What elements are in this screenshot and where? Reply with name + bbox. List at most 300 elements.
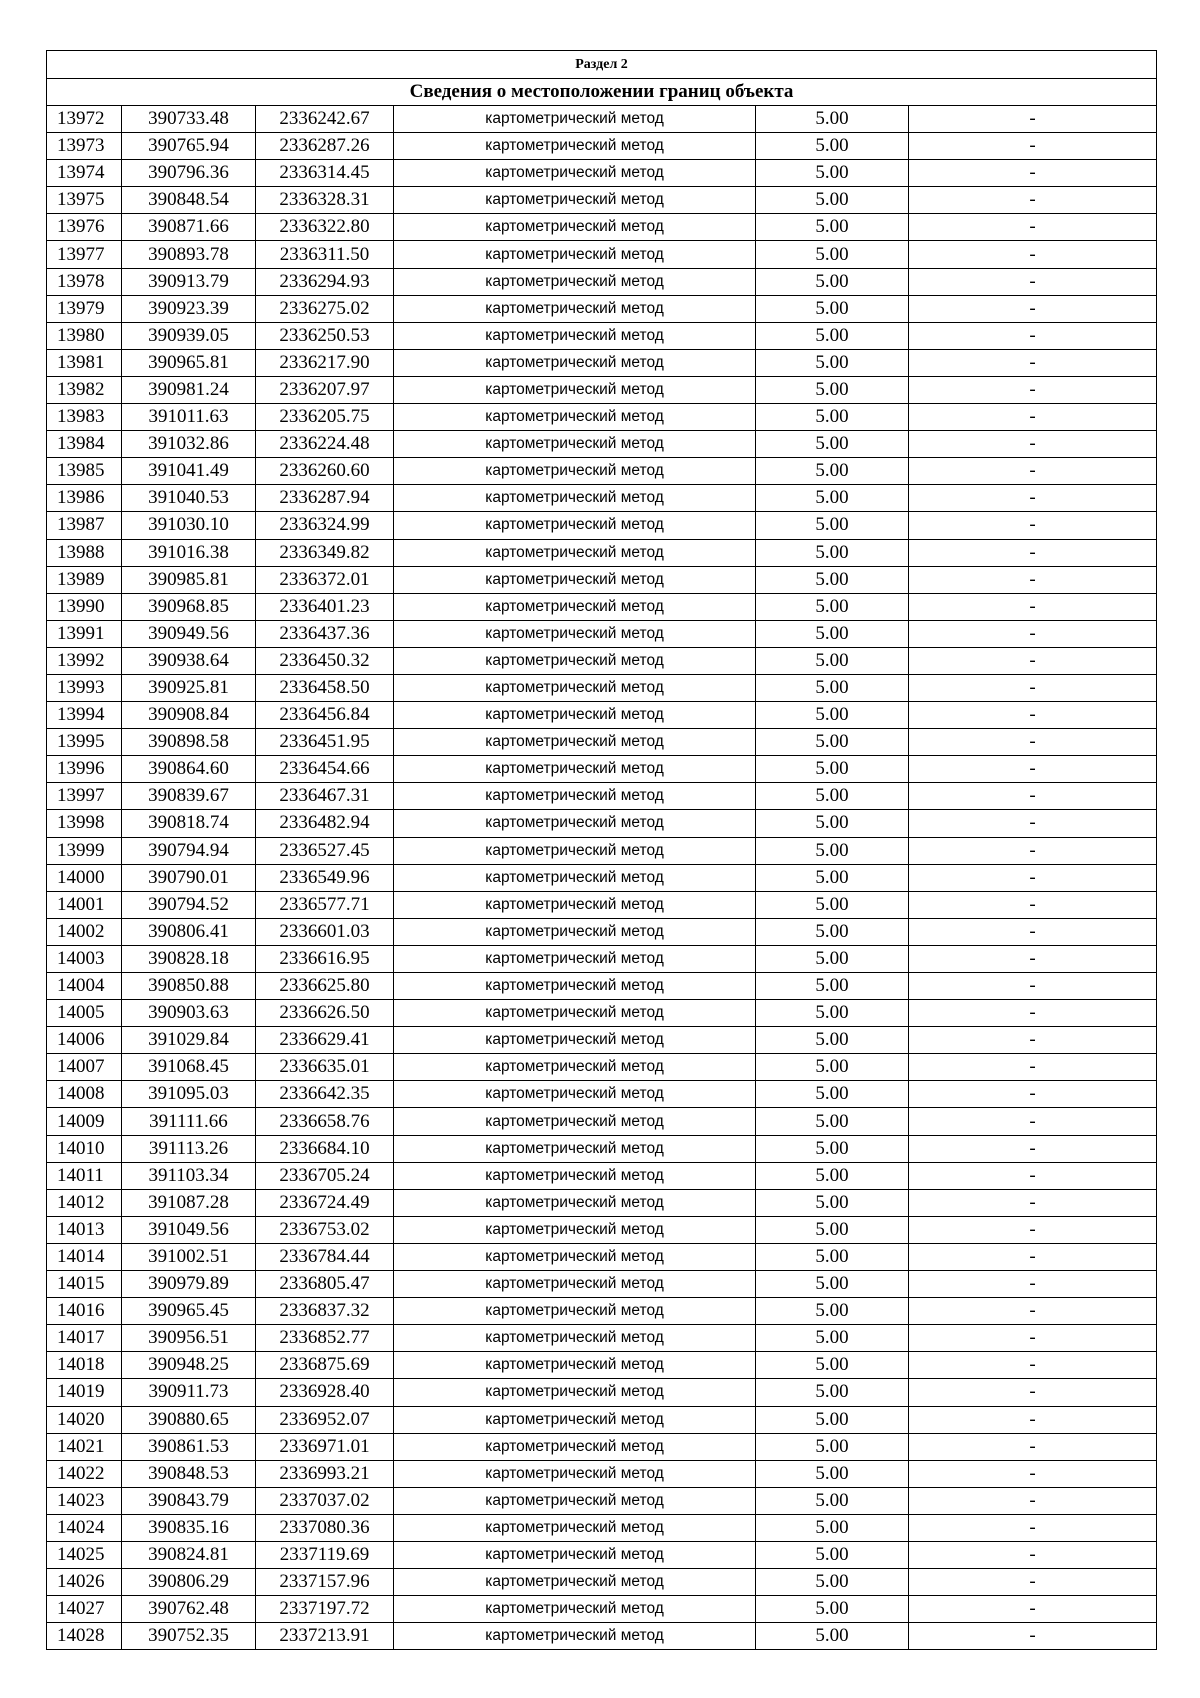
point-number-cell: 13992 <box>47 647 122 674</box>
method-cell: картометрический метод <box>394 1135 756 1162</box>
method-cell: картометрический метод <box>394 973 756 1000</box>
accuracy-cell: 5.00 <box>756 1460 909 1487</box>
point-number-cell: 13972 <box>47 106 122 133</box>
method-cell: картометрический метод <box>394 376 756 403</box>
accuracy-cell: 5.00 <box>756 1081 909 1108</box>
y-coordinate-cell: 2336928.40 <box>256 1379 394 1406</box>
note-cell: - <box>909 783 1157 810</box>
method-cell: картометрический метод <box>394 1298 756 1325</box>
y-coordinate-cell: 2336784.44 <box>256 1243 394 1270</box>
accuracy-cell: 5.00 <box>756 1216 909 1243</box>
y-coordinate-cell: 2336629.41 <box>256 1027 394 1054</box>
point-number-cell: 14012 <box>47 1189 122 1216</box>
note-cell: - <box>909 1596 1157 1623</box>
note-cell: - <box>909 1162 1157 1189</box>
table-row <box>47 566 1157 593</box>
y-coordinate-cell: 2336250.53 <box>256 322 394 349</box>
y-coordinate-cell: 2336437.36 <box>256 620 394 647</box>
accuracy-cell: 5.00 <box>756 241 909 268</box>
y-coordinate-cell: 2336451.95 <box>256 729 394 756</box>
y-coordinate-cell: 2336875.69 <box>256 1352 394 1379</box>
x-coordinate-cell: 390835.16 <box>122 1514 256 1541</box>
y-coordinate-cell: 2337037.02 <box>256 1487 394 1514</box>
point-number-cell: 14002 <box>47 918 122 945</box>
table-row <box>47 702 1157 729</box>
y-coordinate-cell: 2336349.82 <box>256 539 394 566</box>
point-number-cell: 13979 <box>47 295 122 322</box>
y-coordinate-cell: 2336993.21 <box>256 1460 394 1487</box>
point-number-cell: 14027 <box>47 1596 122 1623</box>
y-coordinate-cell: 2336224.48 <box>256 431 394 458</box>
note-cell: - <box>909 918 1157 945</box>
y-coordinate-cell: 2336635.01 <box>256 1054 394 1081</box>
method-cell: картометрический метод <box>394 1596 756 1623</box>
table-row <box>47 241 1157 268</box>
accuracy-cell: 5.00 <box>756 133 909 160</box>
x-coordinate-cell: 390796.36 <box>122 160 256 187</box>
accuracy-cell: 5.00 <box>756 214 909 241</box>
method-cell: картометрический метод <box>394 1027 756 1054</box>
method-cell: картометрический метод <box>394 106 756 133</box>
table-row <box>47 973 1157 1000</box>
method-cell: картометрический метод <box>394 512 756 539</box>
x-coordinate-cell: 390898.58 <box>122 729 256 756</box>
point-number-cell: 13994 <box>47 702 122 729</box>
point-number-cell: 14004 <box>47 973 122 1000</box>
table-row <box>47 864 1157 891</box>
method-cell: картометрический метод <box>394 891 756 918</box>
x-coordinate-cell: 391103.34 <box>122 1162 256 1189</box>
x-coordinate-cell: 390794.94 <box>122 837 256 864</box>
x-coordinate-cell: 390893.78 <box>122 241 256 268</box>
note-cell: - <box>909 1298 1157 1325</box>
method-cell: картометрический метод <box>394 485 756 512</box>
accuracy-cell: 5.00 <box>756 1271 909 1298</box>
x-coordinate-cell: 391041.49 <box>122 458 256 485</box>
method-cell: картометрический метод <box>394 1541 756 1568</box>
point-number-cell: 14015 <box>47 1271 122 1298</box>
note-cell: - <box>909 945 1157 972</box>
x-coordinate-cell: 390938.64 <box>122 647 256 674</box>
table-row <box>47 349 1157 376</box>
x-coordinate-cell: 390923.39 <box>122 295 256 322</box>
note-cell: - <box>909 1541 1157 1568</box>
accuracy-cell: 5.00 <box>756 160 909 187</box>
y-coordinate-cell: 2337119.69 <box>256 1541 394 1568</box>
table-row <box>47 837 1157 864</box>
accuracy-cell: 5.00 <box>756 1189 909 1216</box>
note-cell: - <box>909 268 1157 295</box>
table-row <box>47 1379 1157 1406</box>
accuracy-cell: 5.00 <box>756 1027 909 1054</box>
y-coordinate-cell: 2337213.91 <box>256 1623 394 1650</box>
method-cell: картометрический метод <box>394 295 756 322</box>
x-coordinate-cell: 391049.56 <box>122 1216 256 1243</box>
y-coordinate-cell: 2336482.94 <box>256 810 394 837</box>
accuracy-cell: 5.00 <box>756 783 909 810</box>
x-coordinate-cell: 390864.60 <box>122 756 256 783</box>
table-row <box>47 1623 1157 1650</box>
x-coordinate-cell: 390839.67 <box>122 783 256 810</box>
accuracy-cell: 5.00 <box>756 620 909 647</box>
accuracy-cell: 5.00 <box>756 187 909 214</box>
method-cell: картометрический метод <box>394 702 756 729</box>
y-coordinate-cell: 2336684.10 <box>256 1135 394 1162</box>
point-number-cell: 14019 <box>47 1379 122 1406</box>
method-cell: картометрический метод <box>394 918 756 945</box>
point-number-cell: 14028 <box>47 1623 122 1650</box>
note-cell: - <box>909 593 1157 620</box>
method-cell: картометрический метод <box>394 1352 756 1379</box>
note-cell: - <box>909 1000 1157 1027</box>
x-coordinate-cell: 390965.81 <box>122 349 256 376</box>
note-cell: - <box>909 485 1157 512</box>
method-cell: картометрический метод <box>394 1379 756 1406</box>
table-row <box>47 322 1157 349</box>
accuracy-cell: 5.00 <box>756 1352 909 1379</box>
method-cell: картометрический метод <box>394 1216 756 1243</box>
table-row <box>47 1108 1157 1135</box>
note-cell: - <box>909 404 1157 431</box>
y-coordinate-cell: 2336207.97 <box>256 376 394 403</box>
note-cell: - <box>909 1487 1157 1514</box>
table-row <box>47 1569 1157 1596</box>
y-coordinate-cell: 2336401.23 <box>256 593 394 620</box>
method-cell: картометрический метод <box>394 1162 756 1189</box>
note-cell: - <box>909 756 1157 783</box>
point-number-cell: 14010 <box>47 1135 122 1162</box>
table-row <box>47 1027 1157 1054</box>
table-row <box>47 160 1157 187</box>
table-row <box>47 756 1157 783</box>
point-number-cell: 13989 <box>47 566 122 593</box>
note-cell: - <box>909 1108 1157 1135</box>
accuracy-cell: 5.00 <box>756 1596 909 1623</box>
accuracy-cell: 5.00 <box>756 431 909 458</box>
method-cell: картометрический метод <box>394 810 756 837</box>
table-row <box>47 1216 1157 1243</box>
note-cell: - <box>909 1433 1157 1460</box>
method-cell: картометрический метод <box>394 783 756 810</box>
point-number-cell: 13999 <box>47 837 122 864</box>
note-cell: - <box>909 1271 1157 1298</box>
y-coordinate-cell: 2336311.50 <box>256 241 394 268</box>
y-coordinate-cell: 2336242.67 <box>256 106 394 133</box>
point-number-cell: 14022 <box>47 1460 122 1487</box>
method-cell: картометрический метод <box>394 322 756 349</box>
x-coordinate-cell: 390985.81 <box>122 566 256 593</box>
note-cell: - <box>909 620 1157 647</box>
section-label: Раздел 2 <box>47 51 1157 79</box>
table-row <box>47 729 1157 756</box>
table-row <box>47 1433 1157 1460</box>
note-cell: - <box>909 1325 1157 1352</box>
note-cell: - <box>909 674 1157 701</box>
method-cell: картометрический метод <box>394 620 756 647</box>
y-coordinate-cell: 2336601.03 <box>256 918 394 945</box>
x-coordinate-cell: 390861.53 <box>122 1433 256 1460</box>
table-row <box>47 1135 1157 1162</box>
x-coordinate-cell: 390843.79 <box>122 1487 256 1514</box>
x-coordinate-cell: 390965.45 <box>122 1298 256 1325</box>
table-row <box>47 1054 1157 1081</box>
point-number-cell: 14009 <box>47 1108 122 1135</box>
x-coordinate-cell: 390913.79 <box>122 268 256 295</box>
table-row <box>47 918 1157 945</box>
point-number-cell: 14013 <box>47 1216 122 1243</box>
y-coordinate-cell: 2336616.95 <box>256 945 394 972</box>
x-coordinate-cell: 390794.52 <box>122 891 256 918</box>
table-row <box>47 539 1157 566</box>
note-cell: - <box>909 1352 1157 1379</box>
accuracy-cell: 5.00 <box>756 756 909 783</box>
accuracy-cell: 5.00 <box>756 1243 909 1270</box>
note-cell: - <box>909 973 1157 1000</box>
table-row <box>47 1460 1157 1487</box>
x-coordinate-cell: 391011.63 <box>122 404 256 431</box>
table-title: Сведения о местоположении границ объекта <box>47 79 1157 106</box>
method-cell: картометрический метод <box>394 945 756 972</box>
accuracy-cell: 5.00 <box>756 404 909 431</box>
y-coordinate-cell: 2336705.24 <box>256 1162 394 1189</box>
note-cell: - <box>909 1027 1157 1054</box>
point-number-cell: 13982 <box>47 376 122 403</box>
y-coordinate-cell: 2337197.72 <box>256 1596 394 1623</box>
y-coordinate-cell: 2336456.84 <box>256 702 394 729</box>
point-number-cell: 14005 <box>47 1000 122 1027</box>
table-row <box>47 620 1157 647</box>
accuracy-cell: 5.00 <box>756 1325 909 1352</box>
table-row <box>47 1596 1157 1623</box>
x-coordinate-cell: 390762.48 <box>122 1596 256 1623</box>
note-cell: - <box>909 729 1157 756</box>
table-row <box>47 485 1157 512</box>
x-coordinate-cell: 390968.85 <box>122 593 256 620</box>
y-coordinate-cell: 2336626.50 <box>256 1000 394 1027</box>
x-coordinate-cell: 391029.84 <box>122 1027 256 1054</box>
note-cell: - <box>909 539 1157 566</box>
method-cell: картометрический метод <box>394 539 756 566</box>
accuracy-cell: 5.00 <box>756 1108 909 1135</box>
point-number-cell: 14001 <box>47 891 122 918</box>
point-number-cell: 13984 <box>47 431 122 458</box>
note-cell: - <box>909 1514 1157 1541</box>
accuracy-cell: 5.00 <box>756 593 909 620</box>
y-coordinate-cell: 2336328.31 <box>256 187 394 214</box>
table-row <box>47 891 1157 918</box>
table-row <box>47 106 1157 133</box>
point-number-cell: 13978 <box>47 268 122 295</box>
method-cell: картометрический метод <box>394 674 756 701</box>
table-row <box>47 647 1157 674</box>
point-number-cell: 13986 <box>47 485 122 512</box>
x-coordinate-cell: 390949.56 <box>122 620 256 647</box>
note-cell: - <box>909 1406 1157 1433</box>
method-cell: картометрический метод <box>394 1271 756 1298</box>
method-cell: картометрический метод <box>394 1487 756 1514</box>
point-number-cell: 13981 <box>47 349 122 376</box>
method-cell: картометрический метод <box>394 1514 756 1541</box>
table-row <box>47 945 1157 972</box>
accuracy-cell: 5.00 <box>756 1569 909 1596</box>
accuracy-cell: 5.00 <box>756 945 909 972</box>
accuracy-cell: 5.00 <box>756 295 909 322</box>
note-cell: - <box>909 647 1157 674</box>
boundary-coordinates-table <box>46 50 1157 1650</box>
x-coordinate-cell: 390871.66 <box>122 214 256 241</box>
accuracy-cell: 5.00 <box>756 322 909 349</box>
table-row <box>47 810 1157 837</box>
y-coordinate-cell: 2336625.80 <box>256 973 394 1000</box>
note-cell: - <box>909 837 1157 864</box>
y-coordinate-cell: 2336287.26 <box>256 133 394 160</box>
note-cell: - <box>909 1189 1157 1216</box>
note-cell: - <box>909 1623 1157 1650</box>
y-coordinate-cell: 2336458.50 <box>256 674 394 701</box>
x-coordinate-cell: 390979.89 <box>122 1271 256 1298</box>
y-coordinate-cell: 2336287.94 <box>256 485 394 512</box>
x-coordinate-cell: 391030.10 <box>122 512 256 539</box>
method-cell: картометрический метод <box>394 404 756 431</box>
table-row <box>47 1352 1157 1379</box>
x-coordinate-cell: 390752.35 <box>122 1623 256 1650</box>
accuracy-cell: 5.00 <box>756 1135 909 1162</box>
table-row <box>47 295 1157 322</box>
note-cell: - <box>909 376 1157 403</box>
y-coordinate-cell: 2336852.77 <box>256 1325 394 1352</box>
table-row <box>47 1189 1157 1216</box>
y-coordinate-cell: 2337157.96 <box>256 1569 394 1596</box>
accuracy-cell: 5.00 <box>756 1054 909 1081</box>
x-coordinate-cell: 391032.86 <box>122 431 256 458</box>
y-coordinate-cell: 2336549.96 <box>256 864 394 891</box>
point-number-cell: 14014 <box>47 1243 122 1270</box>
accuracy-cell: 5.00 <box>756 918 909 945</box>
accuracy-cell: 5.00 <box>756 864 909 891</box>
method-cell: картометрический метод <box>394 1054 756 1081</box>
point-number-cell: 13975 <box>47 187 122 214</box>
method-cell: картометрический метод <box>394 1623 756 1650</box>
point-number-cell: 14024 <box>47 1514 122 1541</box>
x-coordinate-cell: 390850.88 <box>122 973 256 1000</box>
method-cell: картометрический метод <box>394 133 756 160</box>
method-cell: картометрический метод <box>394 647 756 674</box>
x-coordinate-cell: 390880.65 <box>122 1406 256 1433</box>
note-cell: - <box>909 106 1157 133</box>
method-cell: картометрический метод <box>394 1569 756 1596</box>
y-coordinate-cell: 2336805.47 <box>256 1271 394 1298</box>
accuracy-cell: 5.00 <box>756 647 909 674</box>
note-cell: - <box>909 458 1157 485</box>
note-cell: - <box>909 1054 1157 1081</box>
accuracy-cell: 5.00 <box>756 485 909 512</box>
x-coordinate-cell: 390848.53 <box>122 1460 256 1487</box>
accuracy-cell: 5.00 <box>756 973 909 1000</box>
x-coordinate-cell: 390824.81 <box>122 1541 256 1568</box>
table-row <box>47 1000 1157 1027</box>
point-number-cell: 14008 <box>47 1081 122 1108</box>
method-cell: картометрический метод <box>394 268 756 295</box>
table-row <box>47 404 1157 431</box>
y-coordinate-cell: 2336294.93 <box>256 268 394 295</box>
note-cell: - <box>909 1243 1157 1270</box>
x-coordinate-cell: 390848.54 <box>122 187 256 214</box>
table-row <box>47 431 1157 458</box>
point-number-cell: 13974 <box>47 160 122 187</box>
method-cell: картометрический метод <box>394 593 756 620</box>
table-row <box>47 1162 1157 1189</box>
table-row <box>47 133 1157 160</box>
accuracy-cell: 5.00 <box>756 1379 909 1406</box>
accuracy-cell: 5.00 <box>756 376 909 403</box>
table-row <box>47 1406 1157 1433</box>
accuracy-cell: 5.00 <box>756 1406 909 1433</box>
point-number-cell: 13985 <box>47 458 122 485</box>
note-cell: - <box>909 864 1157 891</box>
point-number-cell: 13977 <box>47 241 122 268</box>
accuracy-cell: 5.00 <box>756 1433 909 1460</box>
y-coordinate-cell: 2336217.90 <box>256 349 394 376</box>
method-cell: картометрический метод <box>394 1433 756 1460</box>
table-row <box>47 512 1157 539</box>
point-number-cell: 13990 <box>47 593 122 620</box>
point-number-cell: 13997 <box>47 783 122 810</box>
x-coordinate-cell: 391040.53 <box>122 485 256 512</box>
point-number-cell: 13991 <box>47 620 122 647</box>
table-row <box>47 1243 1157 1270</box>
y-coordinate-cell: 2336527.45 <box>256 837 394 864</box>
method-cell: картометрический метод <box>394 1189 756 1216</box>
point-number-cell: 14017 <box>47 1325 122 1352</box>
table-row <box>47 1325 1157 1352</box>
method-cell: картометрический метод <box>394 1081 756 1108</box>
section-header-row <box>47 51 1157 79</box>
accuracy-cell: 5.00 <box>756 458 909 485</box>
x-coordinate-cell: 391016.38 <box>122 539 256 566</box>
accuracy-cell: 5.00 <box>756 810 909 837</box>
accuracy-cell: 5.00 <box>756 539 909 566</box>
method-cell: картометрический метод <box>394 864 756 891</box>
x-coordinate-cell: 391111.66 <box>122 1108 256 1135</box>
y-coordinate-cell: 2336724.49 <box>256 1189 394 1216</box>
accuracy-cell: 5.00 <box>756 512 909 539</box>
method-cell: картометрический метод <box>394 1325 756 1352</box>
method-cell: картометрический метод <box>394 756 756 783</box>
method-cell: картометрический метод <box>394 160 756 187</box>
y-coordinate-cell: 2336454.66 <box>256 756 394 783</box>
x-coordinate-cell: 390939.05 <box>122 322 256 349</box>
method-cell: картометрический метод <box>394 729 756 756</box>
note-cell: - <box>909 566 1157 593</box>
table-row <box>47 593 1157 620</box>
note-cell: - <box>909 133 1157 160</box>
accuracy-cell: 5.00 <box>756 1487 909 1514</box>
point-number-cell: 13998 <box>47 810 122 837</box>
x-coordinate-cell: 390903.63 <box>122 1000 256 1027</box>
accuracy-cell: 5.00 <box>756 1623 909 1650</box>
accuracy-cell: 5.00 <box>756 349 909 376</box>
table-row <box>47 1271 1157 1298</box>
method-cell: картометрический метод <box>394 1243 756 1270</box>
note-cell: - <box>909 1081 1157 1108</box>
table-row <box>47 187 1157 214</box>
note-cell: - <box>909 160 1157 187</box>
x-coordinate-cell: 390806.29 <box>122 1569 256 1596</box>
point-number-cell: 13983 <box>47 404 122 431</box>
x-coordinate-cell: 391068.45 <box>122 1054 256 1081</box>
method-cell: картометрический метод <box>394 1406 756 1433</box>
table-row <box>47 268 1157 295</box>
